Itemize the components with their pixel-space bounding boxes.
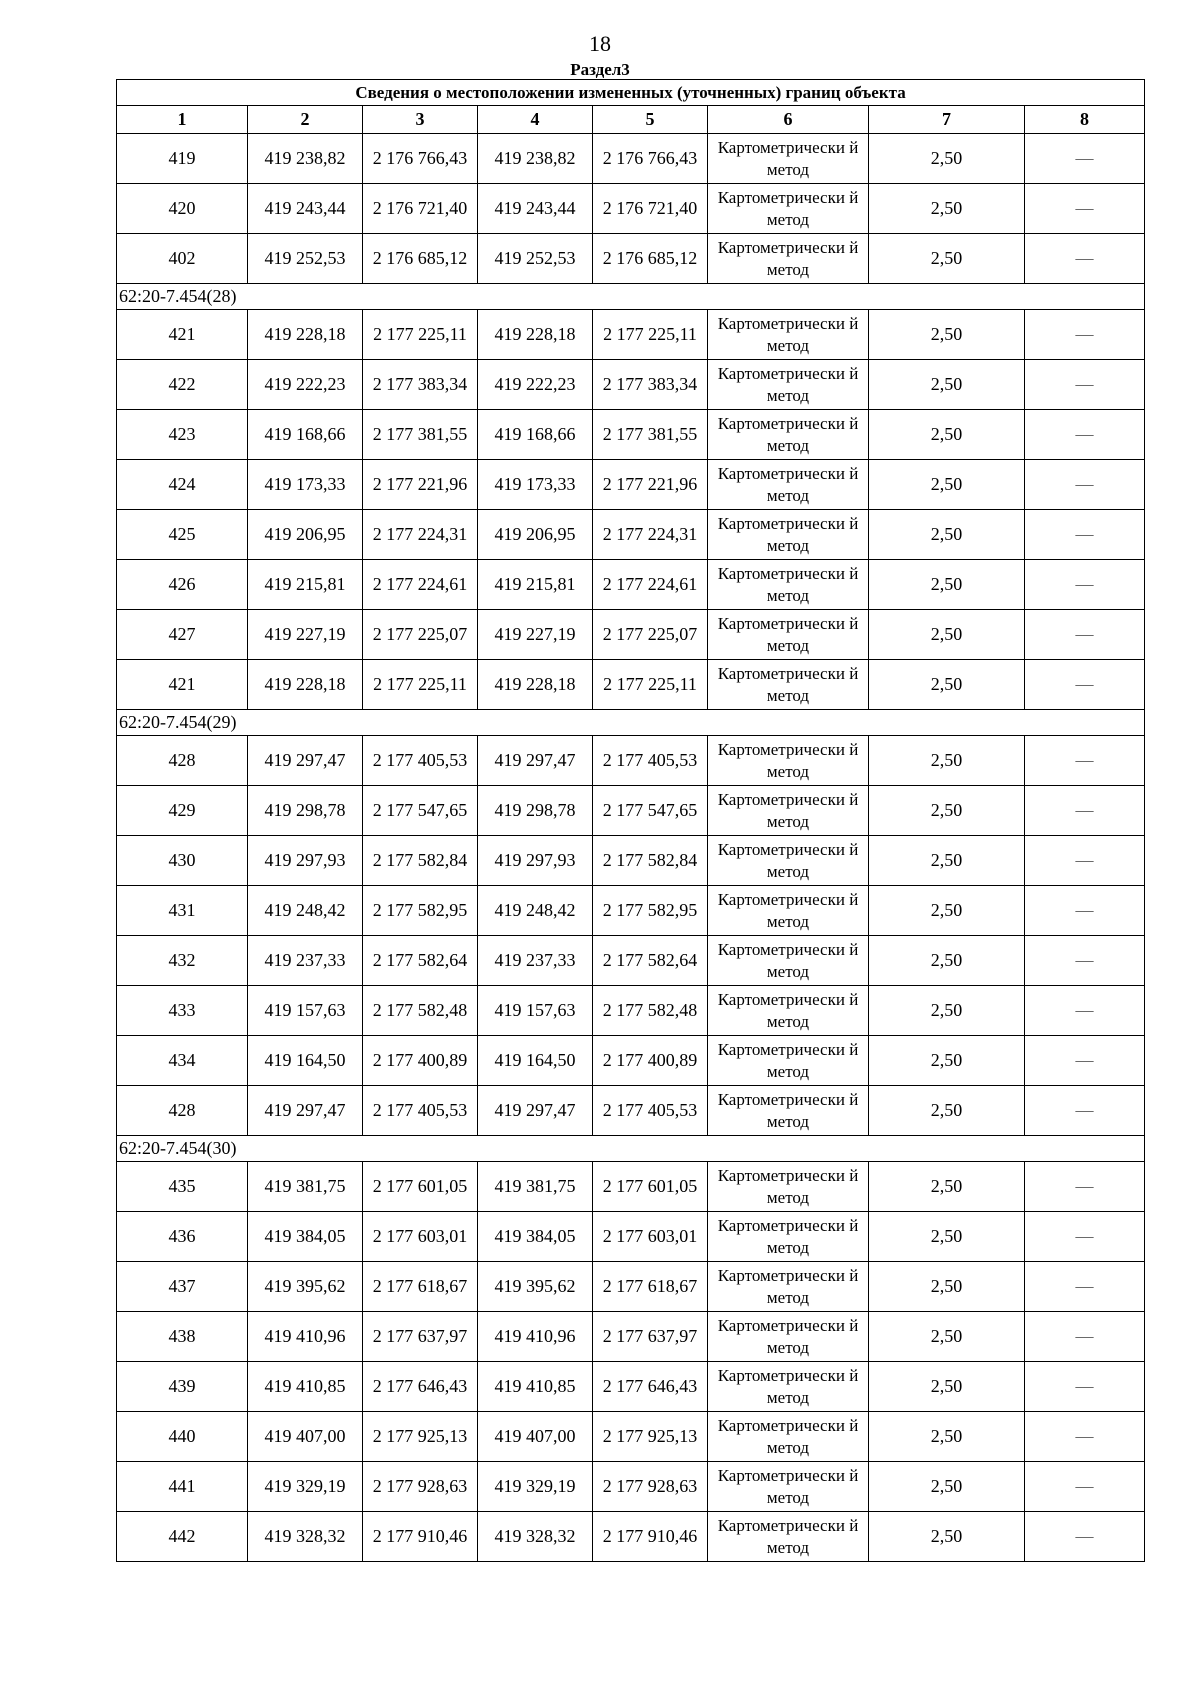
y-old-cell: 2 177 928,63 xyxy=(363,1462,478,1512)
method-cell: Картометрически й метод xyxy=(708,936,869,986)
y-old-cell: 2 177 582,48 xyxy=(363,986,478,1036)
accuracy-cell: 2,50 xyxy=(869,986,1025,1036)
accuracy-cell: 2,50 xyxy=(869,736,1025,786)
method-cell: Картометрически й метод xyxy=(708,460,869,510)
x-old-cell: 419 410,85 xyxy=(248,1362,363,1412)
table-row xyxy=(117,1412,1145,1462)
x-old-cell: 419 206,95 xyxy=(248,510,363,560)
point-number-cell: 421 xyxy=(117,660,248,710)
method-cell: Картометрически й метод xyxy=(708,134,869,184)
column-number-row xyxy=(117,106,1145,134)
column-number: 3 xyxy=(363,106,478,134)
x-new-cell: 419 237,33 xyxy=(478,936,593,986)
method-cell: Картометрически й метод xyxy=(708,1362,869,1412)
group-header-row xyxy=(117,1136,1145,1162)
accuracy-cell: 2,50 xyxy=(869,1162,1025,1212)
x-new-cell: 419 395,62 xyxy=(478,1262,593,1312)
method-cell: Картометрически й метод xyxy=(708,986,869,1036)
table-row xyxy=(117,310,1145,360)
y-old-cell: 2 177 603,01 xyxy=(363,1212,478,1262)
accuracy-cell: 2,50 xyxy=(869,510,1025,560)
description-cell: — xyxy=(1025,1362,1145,1412)
x-new-cell: 419 238,82 xyxy=(478,134,593,184)
y-old-cell: 2 176 766,43 xyxy=(363,134,478,184)
x-old-cell: 419 243,44 xyxy=(248,184,363,234)
accuracy-cell: 2,50 xyxy=(869,234,1025,284)
y-new-cell: 2 177 582,95 xyxy=(593,886,708,936)
point-number-cell: 438 xyxy=(117,1312,248,1362)
x-new-cell: 419 228,18 xyxy=(478,310,593,360)
point-number-cell: 420 xyxy=(117,184,248,234)
table-caption: Сведения о местоположении измененных (уточненных) границ объекта xyxy=(117,80,1145,106)
y-old-cell: 2 177 225,11 xyxy=(363,310,478,360)
x-old-cell: 419 328,32 xyxy=(248,1512,363,1562)
column-number: 4 xyxy=(478,106,593,134)
x-old-cell: 419 173,33 xyxy=(248,460,363,510)
y-old-cell: 2 177 381,55 xyxy=(363,410,478,460)
x-old-cell: 419 252,53 xyxy=(248,234,363,284)
y-old-cell: 2 177 637,97 xyxy=(363,1312,478,1362)
description-cell: — xyxy=(1025,1262,1145,1312)
point-number-cell: 436 xyxy=(117,1212,248,1262)
x-new-cell: 419 410,85 xyxy=(478,1362,593,1412)
x-new-cell: 419 164,50 xyxy=(478,1036,593,1086)
y-new-cell: 2 177 225,11 xyxy=(593,310,708,360)
y-old-cell: 2 176 721,40 xyxy=(363,184,478,234)
y-old-cell: 2 177 646,43 xyxy=(363,1362,478,1412)
y-old-cell: 2 177 224,61 xyxy=(363,560,478,610)
accuracy-cell: 2,50 xyxy=(869,1462,1025,1512)
x-old-cell: 419 395,62 xyxy=(248,1262,363,1312)
table-row xyxy=(117,234,1145,284)
point-number-cell: 419 xyxy=(117,134,248,184)
point-number-cell: 427 xyxy=(117,610,248,660)
x-old-cell: 419 329,19 xyxy=(248,1462,363,1512)
table-row xyxy=(117,1262,1145,1312)
x-new-cell: 419 243,44 xyxy=(478,184,593,234)
point-number-cell: 428 xyxy=(117,1086,248,1136)
x-new-cell: 419 252,53 xyxy=(478,234,593,284)
x-new-cell: 419 384,05 xyxy=(478,1212,593,1262)
description-cell: — xyxy=(1025,360,1145,410)
method-cell: Картометрически й метод xyxy=(708,1512,869,1562)
description-cell: — xyxy=(1025,660,1145,710)
method-cell: Картометрически й метод xyxy=(708,560,869,610)
point-number-cell: 426 xyxy=(117,560,248,610)
y-new-cell: 2 177 618,67 xyxy=(593,1262,708,1312)
y-new-cell: 2 177 603,01 xyxy=(593,1212,708,1262)
method-cell: Картометрически й метод xyxy=(708,1462,869,1512)
y-new-cell: 2 177 928,63 xyxy=(593,1462,708,1512)
description-cell: — xyxy=(1025,310,1145,360)
point-number-cell: 432 xyxy=(117,936,248,986)
accuracy-cell: 2,50 xyxy=(869,134,1025,184)
y-new-cell: 2 177 225,11 xyxy=(593,660,708,710)
point-number-cell: 441 xyxy=(117,1462,248,1512)
x-new-cell: 419 157,63 xyxy=(478,986,593,1036)
table-row xyxy=(117,1312,1145,1362)
accuracy-cell: 2,50 xyxy=(869,1262,1025,1312)
y-new-cell: 2 177 582,84 xyxy=(593,836,708,886)
y-new-cell: 2 177 910,46 xyxy=(593,1512,708,1562)
description-cell: — xyxy=(1025,1312,1145,1362)
description-cell: — xyxy=(1025,1036,1145,1086)
table-caption-row xyxy=(117,80,1145,106)
x-old-cell: 419 168,66 xyxy=(248,410,363,460)
x-old-cell: 419 381,75 xyxy=(248,1162,363,1212)
y-old-cell: 2 177 221,96 xyxy=(363,460,478,510)
method-cell: Картометрически й метод xyxy=(708,1036,869,1086)
x-old-cell: 419 297,93 xyxy=(248,836,363,886)
method-cell: Картометрически й метод xyxy=(708,510,869,560)
accuracy-cell: 2,50 xyxy=(869,1212,1025,1262)
x-new-cell: 419 297,47 xyxy=(478,736,593,786)
description-cell: — xyxy=(1025,410,1145,460)
y-new-cell: 2 177 221,96 xyxy=(593,460,708,510)
point-number-cell: 442 xyxy=(117,1512,248,1562)
point-number-cell: 422 xyxy=(117,360,248,410)
description-cell: — xyxy=(1025,1212,1145,1262)
y-old-cell: 2 177 910,46 xyxy=(363,1512,478,1562)
y-new-cell: 2 177 224,61 xyxy=(593,560,708,610)
point-number-cell: 439 xyxy=(117,1362,248,1412)
table-row xyxy=(117,134,1145,184)
accuracy-cell: 2,50 xyxy=(869,1412,1025,1462)
y-new-cell: 2 176 721,40 xyxy=(593,184,708,234)
y-old-cell: 2 177 582,64 xyxy=(363,936,478,986)
accuracy-cell: 2,50 xyxy=(869,1036,1025,1086)
y-new-cell: 2 177 582,48 xyxy=(593,986,708,1036)
y-new-cell: 2 177 925,13 xyxy=(593,1412,708,1462)
y-new-cell: 2 177 637,97 xyxy=(593,1312,708,1362)
table-row xyxy=(117,836,1145,886)
group-header-row xyxy=(117,710,1145,736)
method-cell: Картометрически й метод xyxy=(708,1312,869,1362)
group-label: 62:20-7.454(30) xyxy=(117,1136,1145,1162)
table-row xyxy=(117,1036,1145,1086)
boundary-table xyxy=(116,79,1145,1562)
x-new-cell: 419 173,33 xyxy=(478,460,593,510)
x-new-cell: 419 215,81 xyxy=(478,560,593,610)
accuracy-cell: 2,50 xyxy=(869,310,1025,360)
point-number-cell: 421 xyxy=(117,310,248,360)
description-cell: — xyxy=(1025,510,1145,560)
y-new-cell: 2 177 225,07 xyxy=(593,610,708,660)
description-cell: — xyxy=(1025,936,1145,986)
point-number-cell: 424 xyxy=(117,460,248,510)
x-old-cell: 419 248,42 xyxy=(248,886,363,936)
y-new-cell: 2 176 685,12 xyxy=(593,234,708,284)
x-new-cell: 419 168,66 xyxy=(478,410,593,460)
x-old-cell: 419 164,50 xyxy=(248,1036,363,1086)
x-old-cell: 419 384,05 xyxy=(248,1212,363,1262)
method-cell: Картометрически й метод xyxy=(708,1412,869,1462)
x-old-cell: 419 298,78 xyxy=(248,786,363,836)
column-number: 7 xyxy=(869,106,1025,134)
x-old-cell: 419 297,47 xyxy=(248,1086,363,1136)
y-old-cell: 2 177 225,07 xyxy=(363,610,478,660)
table-row xyxy=(117,936,1145,986)
method-cell: Картометрически й метод xyxy=(708,1262,869,1312)
point-number-cell: 433 xyxy=(117,986,248,1036)
group-header-row xyxy=(117,284,1145,310)
y-new-cell: 2 177 582,64 xyxy=(593,936,708,986)
point-number-cell: 425 xyxy=(117,510,248,560)
x-old-cell: 419 157,63 xyxy=(248,986,363,1036)
description-cell: — xyxy=(1025,1086,1145,1136)
y-old-cell: 2 177 547,65 xyxy=(363,786,478,836)
table-row xyxy=(117,360,1145,410)
x-new-cell: 419 206,95 xyxy=(478,510,593,560)
column-number: 1 xyxy=(117,106,248,134)
page-number: 18 xyxy=(589,31,611,56)
y-new-cell: 2 177 646,43 xyxy=(593,1362,708,1412)
x-new-cell: 419 328,32 xyxy=(478,1512,593,1562)
point-number-cell: 437 xyxy=(117,1262,248,1312)
accuracy-cell: 2,50 xyxy=(869,786,1025,836)
y-old-cell: 2 177 383,34 xyxy=(363,360,478,410)
y-new-cell: 2 177 383,34 xyxy=(593,360,708,410)
x-old-cell: 419 407,00 xyxy=(248,1412,363,1462)
accuracy-cell: 2,50 xyxy=(869,836,1025,886)
description-cell: — xyxy=(1025,460,1145,510)
x-new-cell: 419 298,78 xyxy=(478,786,593,836)
table-row xyxy=(117,460,1145,510)
table-body xyxy=(117,80,1145,1562)
column-number: 2 xyxy=(248,106,363,134)
method-cell: Картометрически й метод xyxy=(708,786,869,836)
y-old-cell: 2 177 405,53 xyxy=(363,736,478,786)
x-new-cell: 419 248,42 xyxy=(478,886,593,936)
x-old-cell: 419 215,81 xyxy=(248,560,363,610)
accuracy-cell: 2,50 xyxy=(869,184,1025,234)
x-new-cell: 419 410,96 xyxy=(478,1312,593,1362)
method-cell: Картометрически й метод xyxy=(708,310,869,360)
x-old-cell: 419 297,47 xyxy=(248,736,363,786)
y-new-cell: 2 177 601,05 xyxy=(593,1162,708,1212)
point-number-cell: 430 xyxy=(117,836,248,886)
description-cell: — xyxy=(1025,736,1145,786)
description-cell: — xyxy=(1025,786,1145,836)
table-row xyxy=(117,886,1145,936)
group-label: 62:20-7.454(28) xyxy=(117,284,1145,310)
description-cell: — xyxy=(1025,886,1145,936)
x-new-cell: 419 329,19 xyxy=(478,1462,593,1512)
column-number: 8 xyxy=(1025,106,1145,134)
table-row xyxy=(117,610,1145,660)
accuracy-cell: 2,50 xyxy=(869,560,1025,610)
method-cell: Картометрически й метод xyxy=(708,886,869,936)
description-cell: — xyxy=(1025,986,1145,1036)
table-row xyxy=(117,986,1145,1036)
table-row xyxy=(117,736,1145,786)
table-row xyxy=(117,184,1145,234)
point-number-cell: 440 xyxy=(117,1412,248,1462)
table-row xyxy=(117,510,1145,560)
method-cell: Картометрически й метод xyxy=(708,184,869,234)
method-cell: Картометрически й метод xyxy=(708,1212,869,1262)
y-old-cell: 2 176 685,12 xyxy=(363,234,478,284)
description-cell: — xyxy=(1025,1512,1145,1562)
x-old-cell: 419 222,23 xyxy=(248,360,363,410)
column-number: 5 xyxy=(593,106,708,134)
y-new-cell: 2 176 766,43 xyxy=(593,134,708,184)
description-cell: — xyxy=(1025,1462,1145,1512)
table-row xyxy=(117,1086,1145,1136)
y-old-cell: 2 177 224,31 xyxy=(363,510,478,560)
point-number-cell: 428 xyxy=(117,736,248,786)
method-cell: Картометрически й метод xyxy=(708,410,869,460)
table-row xyxy=(117,786,1145,836)
accuracy-cell: 2,50 xyxy=(869,1312,1025,1362)
y-old-cell: 2 177 618,67 xyxy=(363,1262,478,1312)
x-new-cell: 419 381,75 xyxy=(478,1162,593,1212)
accuracy-cell: 2,50 xyxy=(869,1086,1025,1136)
description-cell: — xyxy=(1025,560,1145,610)
x-old-cell: 419 227,19 xyxy=(248,610,363,660)
accuracy-cell: 2,50 xyxy=(869,660,1025,710)
accuracy-cell: 2,50 xyxy=(869,936,1025,986)
point-number-cell: 402 xyxy=(117,234,248,284)
accuracy-cell: 2,50 xyxy=(869,610,1025,660)
description-cell: — xyxy=(1025,610,1145,660)
y-new-cell: 2 177 224,31 xyxy=(593,510,708,560)
x-new-cell: 419 228,18 xyxy=(478,660,593,710)
table-row xyxy=(117,1462,1145,1512)
table-row xyxy=(117,410,1145,460)
table-row xyxy=(117,660,1145,710)
x-old-cell: 419 228,18 xyxy=(248,310,363,360)
y-old-cell: 2 177 400,89 xyxy=(363,1036,478,1086)
point-number-cell: 435 xyxy=(117,1162,248,1212)
point-number-cell: 429 xyxy=(117,786,248,836)
x-new-cell: 419 407,00 xyxy=(478,1412,593,1462)
method-cell: Картометрически й метод xyxy=(708,1086,869,1136)
x-old-cell: 419 237,33 xyxy=(248,936,363,986)
description-cell: — xyxy=(1025,1162,1145,1212)
table-row xyxy=(117,1512,1145,1562)
method-cell: Картометрически й метод xyxy=(708,360,869,410)
x-new-cell: 419 222,23 xyxy=(478,360,593,410)
description-cell: — xyxy=(1025,134,1145,184)
table-row xyxy=(117,560,1145,610)
point-number-cell: 423 xyxy=(117,410,248,460)
method-cell: Картометрически й метод xyxy=(708,610,869,660)
x-new-cell: 419 297,47 xyxy=(478,1086,593,1136)
description-cell: — xyxy=(1025,836,1145,886)
section-title: Раздел3 xyxy=(570,60,630,79)
description-cell: — xyxy=(1025,1412,1145,1462)
accuracy-cell: 2,50 xyxy=(869,1512,1025,1562)
y-old-cell: 2 177 225,11 xyxy=(363,660,478,710)
accuracy-cell: 2,50 xyxy=(869,460,1025,510)
accuracy-cell: 2,50 xyxy=(869,1362,1025,1412)
description-cell: — xyxy=(1025,234,1145,284)
x-new-cell: 419 297,93 xyxy=(478,836,593,886)
y-new-cell: 2 177 400,89 xyxy=(593,1036,708,1086)
y-old-cell: 2 177 582,95 xyxy=(363,886,478,936)
x-old-cell: 419 238,82 xyxy=(248,134,363,184)
y-old-cell: 2 177 925,13 xyxy=(363,1412,478,1462)
method-cell: Картометрически й метод xyxy=(708,736,869,786)
table-row xyxy=(117,1212,1145,1262)
method-cell: Картометрически й метод xyxy=(708,1162,869,1212)
y-new-cell: 2 177 405,53 xyxy=(593,1086,708,1136)
column-number: 6 xyxy=(708,106,869,134)
y-new-cell: 2 177 547,65 xyxy=(593,786,708,836)
accuracy-cell: 2,50 xyxy=(869,886,1025,936)
y-new-cell: 2 177 405,53 xyxy=(593,736,708,786)
y-old-cell: 2 177 582,84 xyxy=(363,836,478,886)
y-old-cell: 2 177 601,05 xyxy=(363,1162,478,1212)
x-new-cell: 419 227,19 xyxy=(478,610,593,660)
y-old-cell: 2 177 405,53 xyxy=(363,1086,478,1136)
method-cell: Картометрически й метод xyxy=(708,234,869,284)
method-cell: Картометрически й метод xyxy=(708,660,869,710)
x-old-cell: 419 228,18 xyxy=(248,660,363,710)
y-new-cell: 2 177 381,55 xyxy=(593,410,708,460)
point-number-cell: 431 xyxy=(117,886,248,936)
table-row xyxy=(117,1162,1145,1212)
method-cell: Картометрически й метод xyxy=(708,836,869,886)
x-old-cell: 419 410,96 xyxy=(248,1312,363,1362)
accuracy-cell: 2,50 xyxy=(869,410,1025,460)
point-number-cell: 434 xyxy=(117,1036,248,1086)
group-label: 62:20-7.454(29) xyxy=(117,710,1145,736)
accuracy-cell: 2,50 xyxy=(869,360,1025,410)
table-row xyxy=(117,1362,1145,1412)
description-cell: — xyxy=(1025,184,1145,234)
